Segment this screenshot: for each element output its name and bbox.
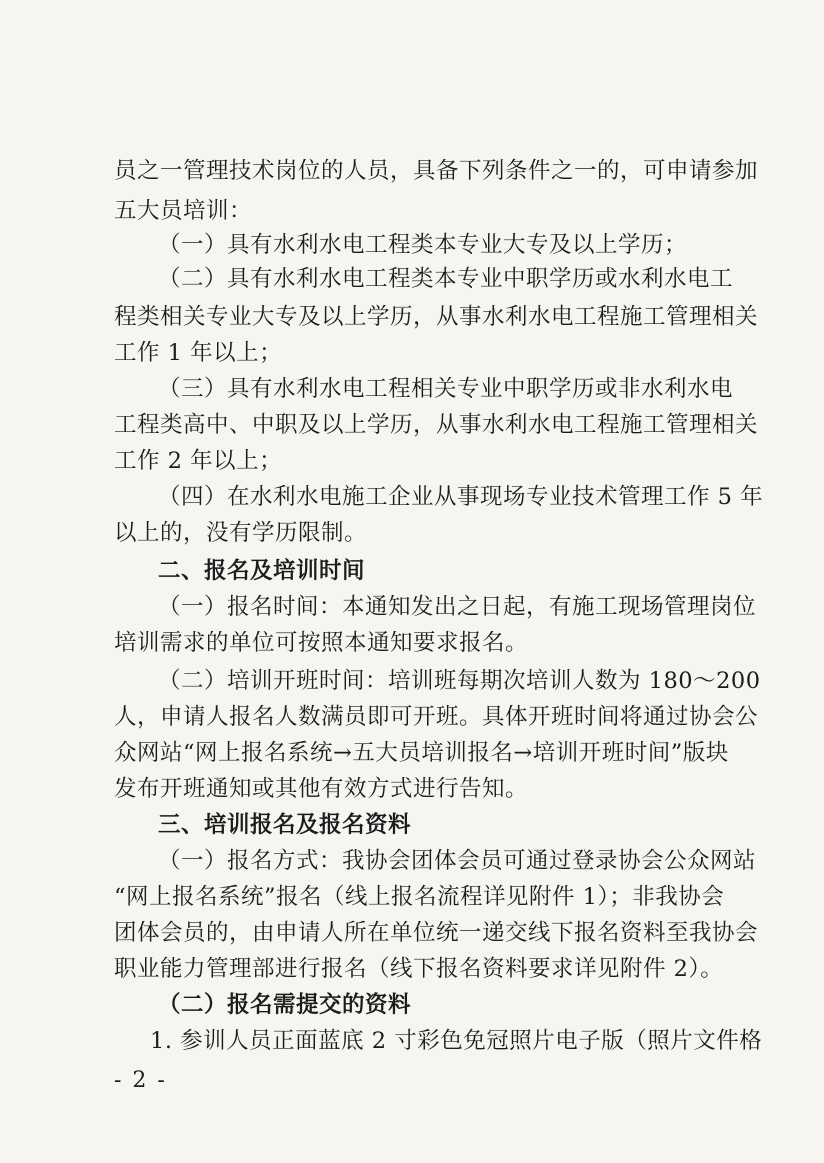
section-heading: 二、报名及培训时间 (158, 558, 366, 584)
paragraph-line: （一）报名时间：本通知发出之日起，有施工现场管理岗位 (158, 594, 757, 620)
paragraph-line: （二）具有水利水电工程类本专业中职学历或水利水电工 (158, 266, 734, 292)
paragraph-line: 发布开班通知或其他有效方式进行告知。 (114, 776, 529, 802)
subsection-heading: （二）报名需提交的资料 (158, 992, 412, 1018)
paragraph-line: 职业能力管理部进行报名（线下报名资料要求详见附件 2）。 (114, 956, 724, 982)
paragraph-line: “网上报名系统”报名（线上报名流程详见附件 1）；非我协会 (114, 884, 725, 910)
paragraph-line: 众网站“网上报名系统→五大员培训报名→培训开班时间”版块 (114, 740, 729, 766)
paragraph-line: 程类相关专业大专及以上学历，从事水利水电工程施工管理相关 (114, 304, 759, 330)
section-heading: 三、培训报名及报名资料 (158, 812, 412, 838)
paragraph-line: 员之一管理技术岗位的人员，具备下列条件之一的，可申请参加 (114, 158, 759, 184)
paragraph-line: （一）报名方式：我协会团体会员可通过登录协会公众网站 (158, 848, 757, 874)
paragraph-line: 以上的，没有学历限制。 (114, 520, 368, 546)
paragraph-line: （四）在水利水电施工企业从事现场专业技术管理工作 5 年 (158, 484, 764, 510)
paragraph-line: （二）培训开班时间：培训班每期次培训人数为 180～200 (158, 668, 761, 694)
paragraph-line: 工程类高中、中职及以上学历，从事水利水电工程施工管理相关 (114, 412, 759, 438)
paragraph-line: 工作 2 年以上； (114, 448, 283, 474)
paragraph-line: 培训需求的单位可按照本通知要求报名。 (114, 630, 529, 656)
paragraph-line: 人，申请人报名人数满员即可开班。具体开班时间将通过协会公 (114, 704, 759, 730)
paragraph-line: 工作 1 年以上； (114, 340, 283, 366)
paragraph-line: 1. 参训人员正面蓝底 2 寸彩色免冠照片电子版（照片文件格 (150, 1028, 763, 1054)
paragraph-line: 五大员培训： (114, 198, 253, 224)
paragraph-line: （三）具有水利水电工程相关专业中职学历或非水利水电 (158, 376, 734, 402)
paragraph-line: （一）具有水利水电工程类本专业大专及以上学历； (158, 232, 688, 258)
page-number: - 2 - (114, 1068, 167, 1093)
paragraph-line: 团体会员的，由申请人所在单位统一递交线下报名资料至我协会 (114, 920, 759, 946)
